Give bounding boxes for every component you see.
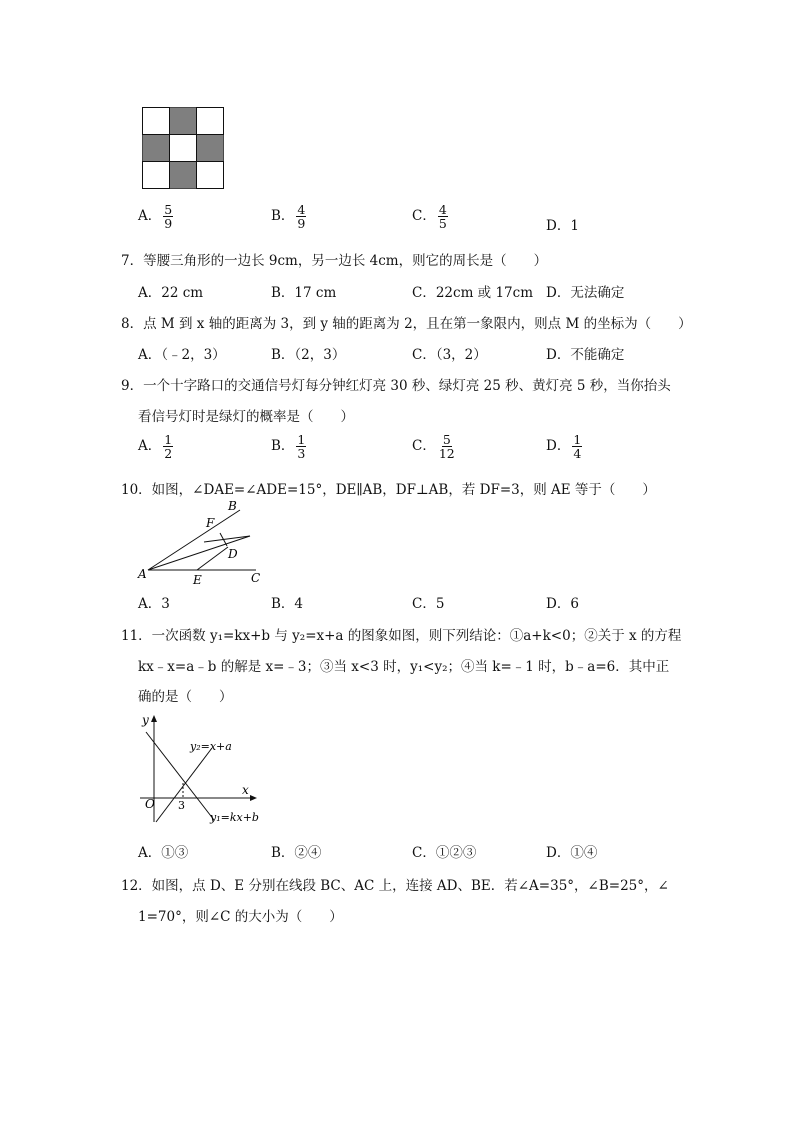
- q7-option-d[interactable]: D．无法确定: [546, 285, 625, 301]
- option-label: B．: [271, 208, 295, 225]
- q10-option-d[interactable]: D．6: [546, 596, 579, 612]
- option-label: D．: [546, 438, 571, 455]
- q7-stem: 7．等腰三角形的一边长 9cm，另一边长 4cm，则它的周长是（ ）: [121, 253, 548, 269]
- grid-cell-shaded: [197, 135, 224, 162]
- q6-option-a[interactable]: [138, 203, 173, 230]
- q11-option-a[interactable]: A．①③: [138, 845, 189, 861]
- q9-option-c[interactable]: [412, 433, 456, 460]
- option-label: A．: [138, 438, 162, 455]
- label-c: C: [251, 571, 261, 585]
- q11-stem-line2: kx﹣x=a﹣b 的解是 x=﹣3；③当 x<3 时，y₁<y₂；④当 k=﹣1 时，b﹣a=6．其中正: [138, 659, 670, 675]
- q8-option-d[interactable]: D．不能确定: [546, 347, 625, 363]
- fraction: $\frac{4}{5}$: [438, 202, 447, 232]
- label-a: A: [138, 567, 147, 581]
- q9-stem-line2: 看信号灯时是绿灯的概率是（ ）: [138, 409, 354, 425]
- option-label: C．: [412, 208, 436, 225]
- q10-option-a[interactable]: A．3: [138, 596, 170, 612]
- label-y-axis: y: [142, 713, 149, 727]
- label-d: D: [228, 547, 238, 561]
- q7-option-a[interactable]: A．22 cm: [138, 285, 204, 301]
- q7-option-b[interactable]: B．17 cm: [271, 285, 337, 301]
- label-b: B: [228, 500, 237, 513]
- label-e: E: [193, 573, 202, 587]
- q7-option-c[interactable]: C．22cm 或 17cm: [412, 285, 533, 301]
- q6-option-d[interactable]: [546, 214, 579, 234]
- q9-stem-line1: 9．一个十字路口的交通信号灯每分钟红灯亮 30 秒、绿灯亮 25 秒、黄灯亮 5 秒，当你抬头: [121, 378, 671, 394]
- fraction: $\frac{1}{3}$: [297, 432, 306, 462]
- q10-option-c[interactable]: C．5: [412, 596, 445, 612]
- grid-cell-shaded: [170, 108, 197, 135]
- label-y2: y₂=x+a: [190, 740, 232, 753]
- label-y1: y₁=kx+b: [210, 811, 259, 824]
- option-text: 1: [570, 218, 579, 234]
- q11-option-d[interactable]: D．①④: [546, 845, 598, 861]
- option-label: A．: [138, 208, 162, 225]
- q6-grid-figure: [142, 107, 224, 189]
- q8-option-b[interactable]: B．（2，3）: [271, 347, 346, 363]
- q11-option-b[interactable]: B．②④: [271, 845, 322, 861]
- label-f: F: [206, 516, 215, 530]
- q9-option-b[interactable]: [271, 433, 306, 460]
- grid-cell-shaded: [170, 162, 197, 189]
- q12-stem-line2: 1=70°，则∠C 的大小为（ ）: [138, 909, 343, 925]
- q12-stem-line1: 12．如图，点 D、E 分别在线段 BC、AC 上，连接 AD、BE．若∠A=35°，∠B=25°，∠: [121, 878, 669, 894]
- label-x-axis: x: [242, 783, 249, 797]
- q11-option-c[interactable]: C．①②③: [412, 845, 477, 861]
- option-label: C．: [412, 438, 436, 455]
- q8-option-c[interactable]: C．（3，2）: [412, 347, 487, 363]
- q9-option-a[interactable]: [138, 433, 173, 460]
- q10-option-b[interactable]: B．4: [271, 596, 304, 612]
- label-origin: O: [145, 797, 155, 811]
- fraction: $\frac{1}{4}$: [573, 432, 582, 462]
- option-label: B．: [271, 438, 295, 455]
- label-three: 3: [178, 799, 185, 812]
- grid-cell-shaded: [143, 135, 170, 162]
- q11-stem-line3: 确的是（ ）: [138, 689, 233, 705]
- fraction: $\frac{4}{9}$: [297, 202, 306, 232]
- q10-stem: 10．如图，∠DAE=∠ADE=15°，DE∥AB，DF⊥AB，若 DF=3，则 AE 等于（ ）: [121, 482, 656, 498]
- fraction: $\frac{5}{12}$: [438, 432, 455, 462]
- q9-option-d[interactable]: [546, 433, 582, 460]
- q8-stem: 8．点 M 到 x 轴的距离为 3，到 y 轴的距离为 2，且在第一象限内，则点 M 的坐标为（ ）: [121, 316, 692, 332]
- q6-option-c[interactable]: [412, 203, 448, 230]
- q10-geometry-figure: [136, 500, 268, 588]
- fraction: $\frac{5}{9}$: [164, 202, 173, 232]
- fraction: $\frac{1}{2}$: [164, 432, 173, 462]
- q11-stem-line1: 11．一次函数 y₁=kx+b 与 y₂=x+a 的图象如图，则下列结论：①a+k<0；②关于 x 的方程: [121, 628, 682, 644]
- q6-option-b[interactable]: [271, 203, 306, 230]
- option-label: D．: [546, 218, 571, 234]
- q11-graph-figure: [136, 712, 276, 830]
- q8-option-a[interactable]: A．（﹣2，3）: [138, 347, 226, 363]
